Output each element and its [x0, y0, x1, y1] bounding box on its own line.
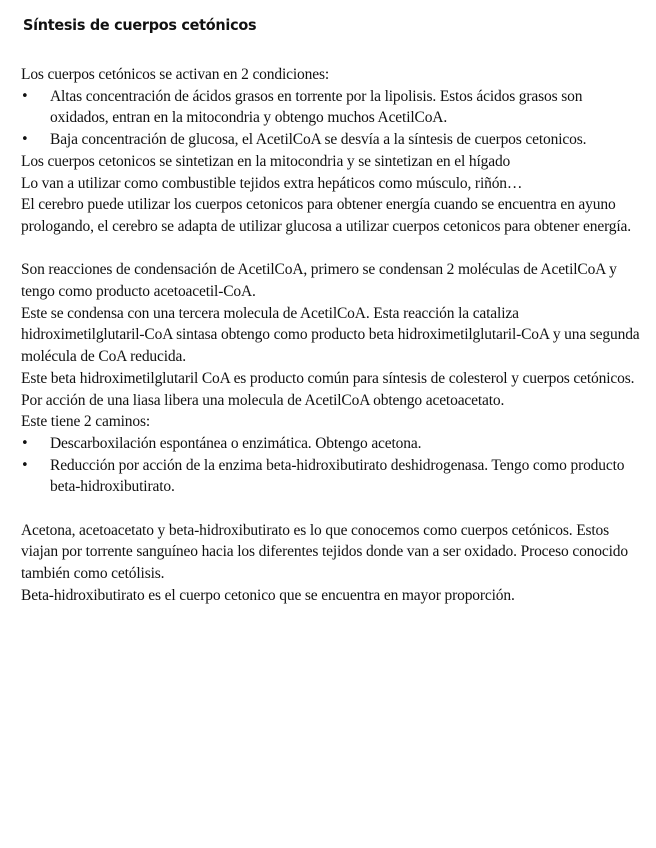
- list-item: [21, 455, 643, 498]
- bullet-icon: •: [21, 457, 29, 473]
- list-item-text: Descarboxilación espontánea o enzimática. Obtengo acetona.: [50, 434, 422, 452]
- document-title: Síntesis de cuerpos cetónicos: [23, 16, 257, 34]
- list-item-text: Altas concentración de ácidos grasos en torrente por la lipolisis. Estos ácidos grasos son oxidados, entran en la mitocondria y obtengo muchos AcetilCoA.: [50, 87, 583, 127]
- list-item: [21, 129, 643, 151]
- bullet-icon: •: [21, 435, 29, 451]
- condensation-paragraph: Son reacciones de condensación de AcetilCoA, primero se condensan 2 moléculas de AcetilCoA y tengo como producto acetoacetil-CoA.: [21, 261, 617, 301]
- conditions-intro: Los cuerpos cetónicos se activan en 2 condiciones:: [21, 66, 329, 83]
- brain-paragraph: El cerebro puede utilizar los cuerpos cetonicos para obtener energía cuando se encuentra en ayuno prologando, el cerebro se adapta de utilizar glucosa a utilizar cuerpos cetonicos para obtener energía.: [21, 196, 632, 235]
- third-condensation-paragraph: Este se condensa con una tercera molecula de AcetilCoA. Esta reacción la cataliza hidroximetilglutaril-CoA sintasa obtengo como producto beta hidroximetilglutaril-CoA y una segunda molécula de CoA reducida.: [21, 304, 640, 366]
- document-body: [21, 64, 643, 607]
- paths-intro: Este tiene 2 caminos:: [21, 413, 150, 431]
- liasa-paragraph: Por acción de una liasa libera una molecula de AcetilCoA obtengo acetoacetato.: [21, 391, 505, 409]
- bullet-icon: •: [21, 88, 29, 104]
- list-item-text: Reducción por acción de la enzima beta-hidroxibutirato deshidrogenasa. Tengo como producto beta-hidroxibutirato.: [50, 456, 625, 496]
- list-item: [21, 86, 643, 129]
- bullet-icon: •: [21, 132, 29, 148]
- fuel-tissues-line: Lo van a utilizar como combustible tejidos extra hepáticos como músculo, riñón…: [21, 174, 523, 192]
- paragraph-spacer: [21, 238, 643, 260]
- paragraph-spacer: [21, 498, 643, 520]
- list-item-text: Baja concentración de glucosa, el AcetilCoA se desvía a la síntesis de cuerpos cetonicos.: [50, 131, 587, 149]
- list-item: [21, 433, 643, 455]
- common-product-paragraph: Este beta hidroximetilglutaril CoA es producto común para síntesis de colesterol y cuerpos cetónicos.: [21, 369, 635, 387]
- paths-list: [21, 433, 643, 498]
- ketone-bodies-paragraph: Acetona, acetoacetato y beta-hidroxibutirato es lo que conocemos como cuerpos cetónicos. Estos viajan por torrente sanguíneo hacia los diferentes tejidos donde van a ser oxidado. Proceso conocido también como cetólisis.: [21, 521, 628, 583]
- conditions-list: [21, 86, 643, 151]
- synthesis-location-line: Los cuerpos cetonicos se sintetizan en la mitocondria y se sintetizan en el hígado: [21, 152, 511, 170]
- proportion-paragraph: Beta-hidroxibutirato es el cuerpo cetonico que se encuentra en mayor proporción.: [21, 586, 515, 604]
